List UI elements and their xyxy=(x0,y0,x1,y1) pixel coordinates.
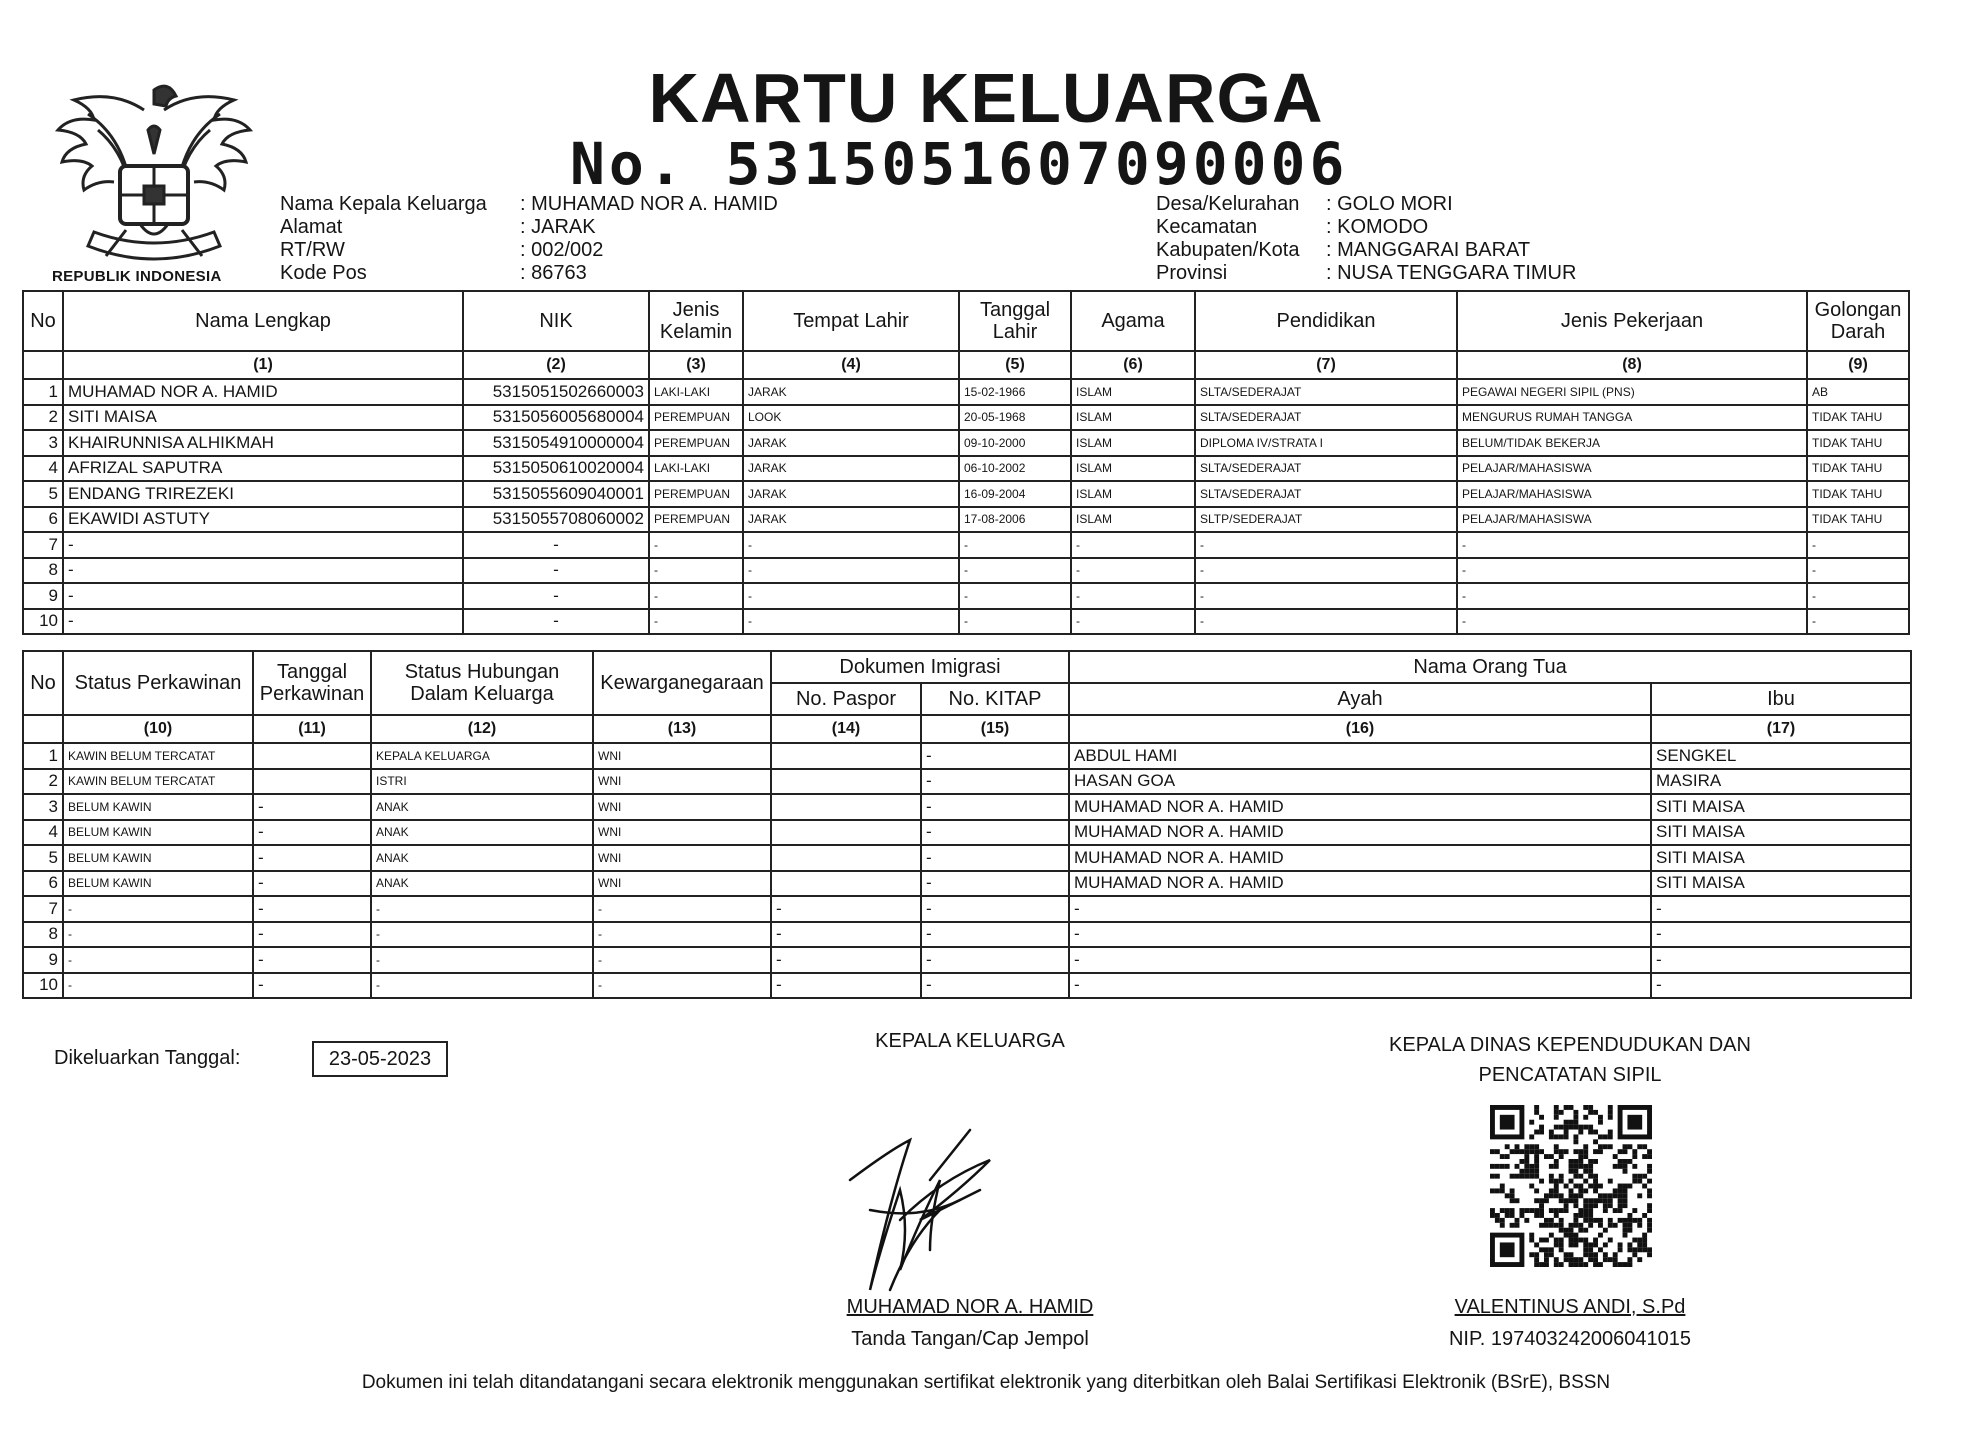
table-cell: JARAK xyxy=(743,507,959,533)
info-value: : 86763 xyxy=(520,262,587,284)
table-cell: - xyxy=(921,794,1069,820)
table-cell: TIDAK TAHU xyxy=(1807,430,1909,456)
col-number: (7) xyxy=(1195,351,1457,379)
table-cell: ISLAM xyxy=(1071,481,1195,507)
col-header: Tanggal Perkawinan xyxy=(253,651,371,715)
col-number: (5) xyxy=(959,351,1071,379)
table-cell: MUHAMAD NOR A. HAMID xyxy=(1069,794,1651,820)
table-cell: - xyxy=(371,947,593,973)
table-cell: 2 xyxy=(23,405,63,431)
table-cell: - xyxy=(1457,532,1807,558)
table-cell: - xyxy=(771,973,921,999)
table-cell: ISLAM xyxy=(1071,456,1195,482)
table-row xyxy=(23,922,1911,948)
table-cell: 5315051502660003 xyxy=(463,379,649,405)
info-value: : GOLO MORI xyxy=(1326,193,1453,215)
table-cell: 8 xyxy=(23,558,63,584)
table-cell: 5315050610020004 xyxy=(463,456,649,482)
table-cell: TIDAK TAHU xyxy=(1807,481,1909,507)
col-header: Ibu xyxy=(1651,683,1911,715)
table-cell: - xyxy=(959,558,1071,584)
table-cell: 3 xyxy=(23,430,63,456)
table-cell: - xyxy=(63,922,253,948)
col-header: Nama Lengkap xyxy=(63,291,463,351)
col-number: (2) xyxy=(463,351,649,379)
info-label: Desa/Kelurahan xyxy=(1156,193,1300,215)
table-cell: 1 xyxy=(23,379,63,405)
col-header: Agama xyxy=(1071,291,1195,351)
table-cell: SLTA/SEDERAJAT xyxy=(1195,379,1457,405)
table-cell: - xyxy=(921,871,1069,897)
table-cell: - xyxy=(771,922,921,948)
table-cell: - xyxy=(1807,532,1909,558)
table-cell: - xyxy=(1195,558,1457,584)
table-cell: - xyxy=(1069,947,1651,973)
table-cell xyxy=(771,871,921,897)
table-cell: SENGKEL xyxy=(1651,743,1911,769)
issued-label: Dikeluarkan Tanggal: xyxy=(54,1047,241,1069)
table-cell: - xyxy=(371,896,593,922)
table-cell: MUHAMAD NOR A. HAMID xyxy=(63,379,463,405)
table-cell: PELAJAR/MAHASISWA xyxy=(1457,481,1807,507)
table-cell: SLTP/SEDERAJAT xyxy=(1195,507,1457,533)
table-cell: ANAK xyxy=(371,794,593,820)
table-cell: - xyxy=(1807,609,1909,635)
info-row-rtrw xyxy=(280,239,778,262)
table-cell: ANAK xyxy=(371,820,593,846)
table-cell: SITI MAISA xyxy=(1651,871,1911,897)
col-number xyxy=(23,351,63,379)
col-header: Pendidikan xyxy=(1195,291,1457,351)
table-cell: SITI MAISA xyxy=(1651,794,1911,820)
table-cell: 06-10-2002 xyxy=(959,456,1071,482)
table-cell: 7 xyxy=(23,896,63,922)
table-cell: BELUM KAWIN xyxy=(63,820,253,846)
table-number-row xyxy=(23,351,1909,379)
col-number: (15) xyxy=(921,715,1069,743)
col-header: No xyxy=(23,651,63,715)
table-cell: 4 xyxy=(23,820,63,846)
nip: NIP. 197403242006041015 xyxy=(1448,1328,1692,1350)
table-cell: - xyxy=(959,532,1071,558)
table-cell: MENGURUS RUMAH TANGGA xyxy=(1457,405,1807,431)
table-row xyxy=(23,405,1909,431)
table-cell: 5315056005680004 xyxy=(463,405,649,431)
table-cell: - xyxy=(63,896,253,922)
table-cell: - xyxy=(371,922,593,948)
table-cell: 5 xyxy=(23,845,63,871)
table-cell: 17-08-2006 xyxy=(959,507,1071,533)
col-header: Jenis Kelamin xyxy=(649,291,743,351)
table-cell: 6 xyxy=(23,871,63,897)
table-cell: - xyxy=(253,845,371,871)
table-cell: - xyxy=(1651,922,1911,948)
household-info-right xyxy=(1156,193,1576,285)
info-row-provinsi xyxy=(1156,262,1576,285)
info-row-desa xyxy=(1156,193,1576,216)
table-cell: ISLAM xyxy=(1071,405,1195,431)
table-cell: - xyxy=(921,896,1069,922)
table-cell: WNI xyxy=(593,743,771,769)
table-cell: - xyxy=(593,947,771,973)
table-cell: MUHAMAD NOR A. HAMID xyxy=(1069,820,1651,846)
table-cell: 7 xyxy=(23,532,63,558)
col-header: Tempat Lahir xyxy=(743,291,959,351)
table-cell: KEPALA KELUARGA xyxy=(371,743,593,769)
table-cell: SITI MAISA xyxy=(1651,845,1911,871)
col-number: (1) xyxy=(63,351,463,379)
table-cell: - xyxy=(743,609,959,635)
info-row-kabupaten xyxy=(1156,239,1576,262)
status-table xyxy=(22,650,1912,999)
table-cell: - xyxy=(1195,532,1457,558)
table-cell: ANAK xyxy=(371,845,593,871)
table-cell: PEREMPUAN xyxy=(649,507,743,533)
table-cell: JARAK xyxy=(743,481,959,507)
table-cell: - xyxy=(1807,558,1909,584)
table-cell: 15-02-1966 xyxy=(959,379,1071,405)
table-cell: - xyxy=(63,558,463,584)
dinas-official-name: VALENTINUS ANDI, S.Pd xyxy=(1454,1296,1686,1318)
table-header-row xyxy=(23,291,1909,351)
table-cell: - xyxy=(649,558,743,584)
col-header: Ayah xyxy=(1069,683,1651,715)
info-label: Provinsi xyxy=(1156,262,1228,284)
info-row-alamat xyxy=(280,216,778,239)
table-cell xyxy=(771,769,921,795)
col-number: (6) xyxy=(1071,351,1195,379)
table-cell: - xyxy=(649,609,743,635)
table-row xyxy=(23,743,1911,769)
table-cell: JARAK xyxy=(743,456,959,482)
col-header: Tanggal Lahir xyxy=(959,291,1071,351)
dinas-label xyxy=(1340,1030,1800,1090)
table-cell: WNI xyxy=(593,845,771,871)
col-number: (8) xyxy=(1457,351,1807,379)
info-label: Kecamatan xyxy=(1156,216,1258,238)
table-cell: KHAIRUNNISA ALHIKMAH xyxy=(63,430,463,456)
table-cell: - xyxy=(593,896,771,922)
dinas-label-line2: PENCATATAN SIPIL xyxy=(1478,1064,1662,1086)
table-cell: - xyxy=(921,845,1069,871)
table-cell: - xyxy=(959,609,1071,635)
table-cell: - xyxy=(463,558,649,584)
table-cell: - xyxy=(1071,609,1195,635)
table-row xyxy=(23,820,1911,846)
table-cell: - xyxy=(921,820,1069,846)
table-cell: 6 xyxy=(23,507,63,533)
table-cell: TIDAK TAHU xyxy=(1807,456,1909,482)
table-cell: TIDAK TAHU xyxy=(1807,507,1909,533)
table-cell xyxy=(771,820,921,846)
table-cell: - xyxy=(463,532,649,558)
info-row-kodepos xyxy=(280,262,778,285)
ttd-label: Tanda Tangan/Cap Jempol xyxy=(851,1328,1089,1350)
table-cell: - xyxy=(1651,896,1911,922)
table-row xyxy=(23,769,1911,795)
table-cell: 20-05-1968 xyxy=(959,405,1071,431)
table-cell: - xyxy=(1195,609,1457,635)
table-cell: KAWIN BELUM TERCATAT xyxy=(63,769,253,795)
table-cell: - xyxy=(253,922,371,948)
table-cell: - xyxy=(1651,973,1911,999)
table-cell: - xyxy=(743,583,959,609)
table-cell: BELUM KAWIN xyxy=(63,871,253,897)
table-cell: - xyxy=(1069,922,1651,948)
info-label: Alamat xyxy=(280,216,343,238)
table-cell: BELUM/TIDAK BEKERJA xyxy=(1457,430,1807,456)
col-number: (10) xyxy=(63,715,253,743)
table-cell: WNI xyxy=(593,769,771,795)
dinas-label-line1: KEPALA DINAS KEPENDUDUKAN DAN xyxy=(1389,1034,1751,1056)
table-cell: 9 xyxy=(23,583,63,609)
col-header: No xyxy=(23,291,63,351)
table-cell: WNI xyxy=(593,820,771,846)
table-cell: 5 xyxy=(23,481,63,507)
members-table xyxy=(22,290,1910,635)
table-cell: - xyxy=(743,558,959,584)
info-value: : KOMODO xyxy=(1326,216,1429,238)
table-cell: - xyxy=(253,820,371,846)
table-cell: ANAK xyxy=(371,871,593,897)
table-row xyxy=(23,507,1909,533)
table-cell: ISLAM xyxy=(1071,430,1195,456)
table-row xyxy=(23,430,1909,456)
col-number: (4) xyxy=(743,351,959,379)
table-cell: - xyxy=(921,743,1069,769)
table-cell: - xyxy=(253,871,371,897)
info-label: Kabupaten/Kota xyxy=(1156,239,1300,261)
col-header: Nama Orang Tua xyxy=(1069,651,1911,683)
info-value: : 002/002 xyxy=(520,239,604,261)
table-number-row xyxy=(23,715,1911,743)
table-cell xyxy=(771,743,921,769)
table-cell xyxy=(253,743,371,769)
table-cell: - xyxy=(1071,583,1195,609)
issued-date: 23-05-2023 xyxy=(312,1041,448,1077)
table-cell: PEREMPUAN xyxy=(649,481,743,507)
table-cell: HASAN GOA xyxy=(1069,769,1651,795)
table-cell: 10 xyxy=(23,609,63,635)
table-cell: - xyxy=(253,973,371,999)
info-value: : JARAK xyxy=(520,216,596,238)
table-cell: SITI MAISA xyxy=(1651,820,1911,846)
table-cell: PEREMPUAN xyxy=(649,405,743,431)
col-number: (3) xyxy=(649,351,743,379)
col-header: Kewarganegaraan xyxy=(593,651,771,715)
table-cell: MUHAMAD NOR A. HAMID xyxy=(1069,871,1651,897)
table-cell: BELUM KAWIN xyxy=(63,794,253,820)
table-cell: 5315055609040001 xyxy=(463,481,649,507)
table-cell: - xyxy=(1457,583,1807,609)
table-row xyxy=(23,973,1911,999)
col-header: No. KITAP xyxy=(921,683,1069,715)
table-cell: - xyxy=(921,769,1069,795)
household-info-left xyxy=(280,193,778,285)
table-cell: PEGAWAI NEGERI SIPIL (PNS) xyxy=(1457,379,1807,405)
table-cell: SLTA/SEDERAJAT xyxy=(1195,456,1457,482)
table-row xyxy=(23,947,1911,973)
document-title: KARTU KELUARGA xyxy=(648,59,1324,137)
info-row-kecamatan xyxy=(1156,216,1576,239)
table-cell: JARAK xyxy=(743,379,959,405)
table-cell: TIDAK TAHU xyxy=(1807,405,1909,431)
table-cell: LOOK xyxy=(743,405,959,431)
table-cell: - xyxy=(463,609,649,635)
table-cell: PELAJAR/MAHASISWA xyxy=(1457,456,1807,482)
table-cell: - xyxy=(771,896,921,922)
table-cell: - xyxy=(63,973,253,999)
table-cell: 4 xyxy=(23,456,63,482)
col-header: Dokumen Imigrasi xyxy=(771,651,1069,683)
col-number: (13) xyxy=(593,715,771,743)
table-cell: - xyxy=(1457,609,1807,635)
table-cell: - xyxy=(959,583,1071,609)
table-cell: - xyxy=(649,583,743,609)
table-row xyxy=(23,896,1911,922)
table-cell: SITI MAISA xyxy=(63,405,463,431)
table-cell: LAKI-LAKI xyxy=(649,379,743,405)
table-header-row xyxy=(23,651,1911,683)
signature-icon xyxy=(830,1120,1030,1305)
table-cell: WNI xyxy=(593,871,771,897)
table-cell: - xyxy=(1651,947,1911,973)
table-row xyxy=(23,583,1909,609)
table-cell: - xyxy=(1807,583,1909,609)
table-cell: - xyxy=(253,896,371,922)
table-cell: - xyxy=(1069,896,1651,922)
info-value: : MUHAMAD NOR A. HAMID xyxy=(520,193,778,215)
footer-note: Dokumen ini telah ditandatangani secara elektronik menggunakan sertifikat elektronik yang diterbitkan oleh Balai Sertifikasi Elektronik (BSrE), BSSN xyxy=(361,1372,1611,1393)
table-cell xyxy=(771,794,921,820)
table-cell: SLTA/SEDERAJAT xyxy=(1195,481,1457,507)
table-cell: - xyxy=(463,583,649,609)
kepala-keluarga-label: KEPALA KELUARGA xyxy=(875,1030,1065,1052)
info-value: : NUSA TENGGARA TIMUR xyxy=(1326,262,1577,284)
kepala-name: MUHAMAD NOR A. HAMID xyxy=(846,1296,1094,1318)
table-cell: - xyxy=(253,947,371,973)
table-cell: - xyxy=(743,532,959,558)
table-cell: ISLAM xyxy=(1071,507,1195,533)
table-cell: - xyxy=(63,583,463,609)
table-cell: - xyxy=(371,973,593,999)
table-cell: 5315054910000004 xyxy=(463,430,649,456)
table-cell: 9 xyxy=(23,947,63,973)
emblem-caption: REPUBLIK INDONESIA xyxy=(52,268,222,285)
table-row xyxy=(23,379,1909,405)
table-cell: - xyxy=(593,973,771,999)
table-cell: 1 xyxy=(23,743,63,769)
kk-number: No. 5315051607090006 xyxy=(570,130,1349,198)
table-cell: BELUM KAWIN xyxy=(63,845,253,871)
table-cell: ISLAM xyxy=(1071,379,1195,405)
table-row xyxy=(23,794,1911,820)
table-cell: - xyxy=(63,609,463,635)
table-cell: ABDUL HAMI xyxy=(1069,743,1651,769)
col-number: (12) xyxy=(371,715,593,743)
info-row-kepala xyxy=(280,193,778,216)
table-cell: - xyxy=(593,922,771,948)
table-cell: - xyxy=(1071,532,1195,558)
table-cell: - xyxy=(771,947,921,973)
col-number xyxy=(23,715,63,743)
table-cell: - xyxy=(63,947,253,973)
table-cell: 3 xyxy=(23,794,63,820)
col-number: (16) xyxy=(1069,715,1651,743)
col-number: (9) xyxy=(1807,351,1909,379)
table-cell: 5315055708060002 xyxy=(463,507,649,533)
table-row xyxy=(23,845,1911,871)
table-cell: - xyxy=(63,532,463,558)
table-cell: PEREMPUAN xyxy=(649,430,743,456)
info-label: Nama Kepala Keluarga xyxy=(280,193,487,215)
table-cell: AFRIZAL SAPUTRA xyxy=(63,456,463,482)
table-row xyxy=(23,871,1911,897)
table-cell: JARAK xyxy=(743,430,959,456)
col-number: (17) xyxy=(1651,715,1911,743)
table-cell: KAWIN BELUM TERCATAT xyxy=(63,743,253,769)
table-cell: AB xyxy=(1807,379,1909,405)
table-row xyxy=(23,532,1909,558)
info-label: Kode Pos xyxy=(280,262,367,284)
table-cell: 8 xyxy=(23,922,63,948)
col-header: No. Paspor xyxy=(771,683,921,715)
table-cell: - xyxy=(1069,973,1651,999)
table-row xyxy=(23,609,1909,635)
table-row xyxy=(23,456,1909,482)
info-label: RT/RW xyxy=(280,239,345,261)
col-header: Jenis Pekerjaan xyxy=(1457,291,1807,351)
table-cell: ENDANG TRIREZEKI xyxy=(63,481,463,507)
col-header: Status Hubungan Dalam Keluarga xyxy=(371,651,593,715)
table-cell: MUHAMAD NOR A. HAMID xyxy=(1069,845,1651,871)
table-cell: - xyxy=(921,973,1069,999)
table-cell: 16-09-2004 xyxy=(959,481,1071,507)
table-cell: PELAJAR/MAHASISWA xyxy=(1457,507,1807,533)
table-cell: 2 xyxy=(23,769,63,795)
table-row xyxy=(23,558,1909,584)
table-cell: EKAWIDI ASTUTY xyxy=(63,507,463,533)
table-cell: MASIRA xyxy=(1651,769,1911,795)
table-cell: 09-10-2000 xyxy=(959,430,1071,456)
col-number: (14) xyxy=(771,715,921,743)
table-cell xyxy=(771,845,921,871)
qr-code-icon xyxy=(1490,1105,1652,1267)
table-row xyxy=(23,481,1909,507)
table-cell: LAKI-LAKI xyxy=(649,456,743,482)
table-cell: - xyxy=(1071,558,1195,584)
table-cell: DIPLOMA IV/STRATA I xyxy=(1195,430,1457,456)
table-cell: 10 xyxy=(23,973,63,999)
table-cell: - xyxy=(921,947,1069,973)
col-header: Status Perkawinan xyxy=(63,651,253,715)
table-cell: - xyxy=(1195,583,1457,609)
table-cell: WNI xyxy=(593,794,771,820)
col-header: NIK xyxy=(463,291,649,351)
table-cell: SLTA/SEDERAJAT xyxy=(1195,405,1457,431)
table-cell: - xyxy=(649,532,743,558)
col-number: (11) xyxy=(253,715,371,743)
table-cell: ISTRI xyxy=(371,769,593,795)
table-cell: - xyxy=(921,922,1069,948)
table-cell xyxy=(253,769,371,795)
info-value: : MANGGARAI BARAT xyxy=(1326,239,1531,261)
table-cell: - xyxy=(1457,558,1807,584)
table-cell: - xyxy=(253,794,371,820)
col-header: Golongan Darah xyxy=(1807,291,1909,351)
